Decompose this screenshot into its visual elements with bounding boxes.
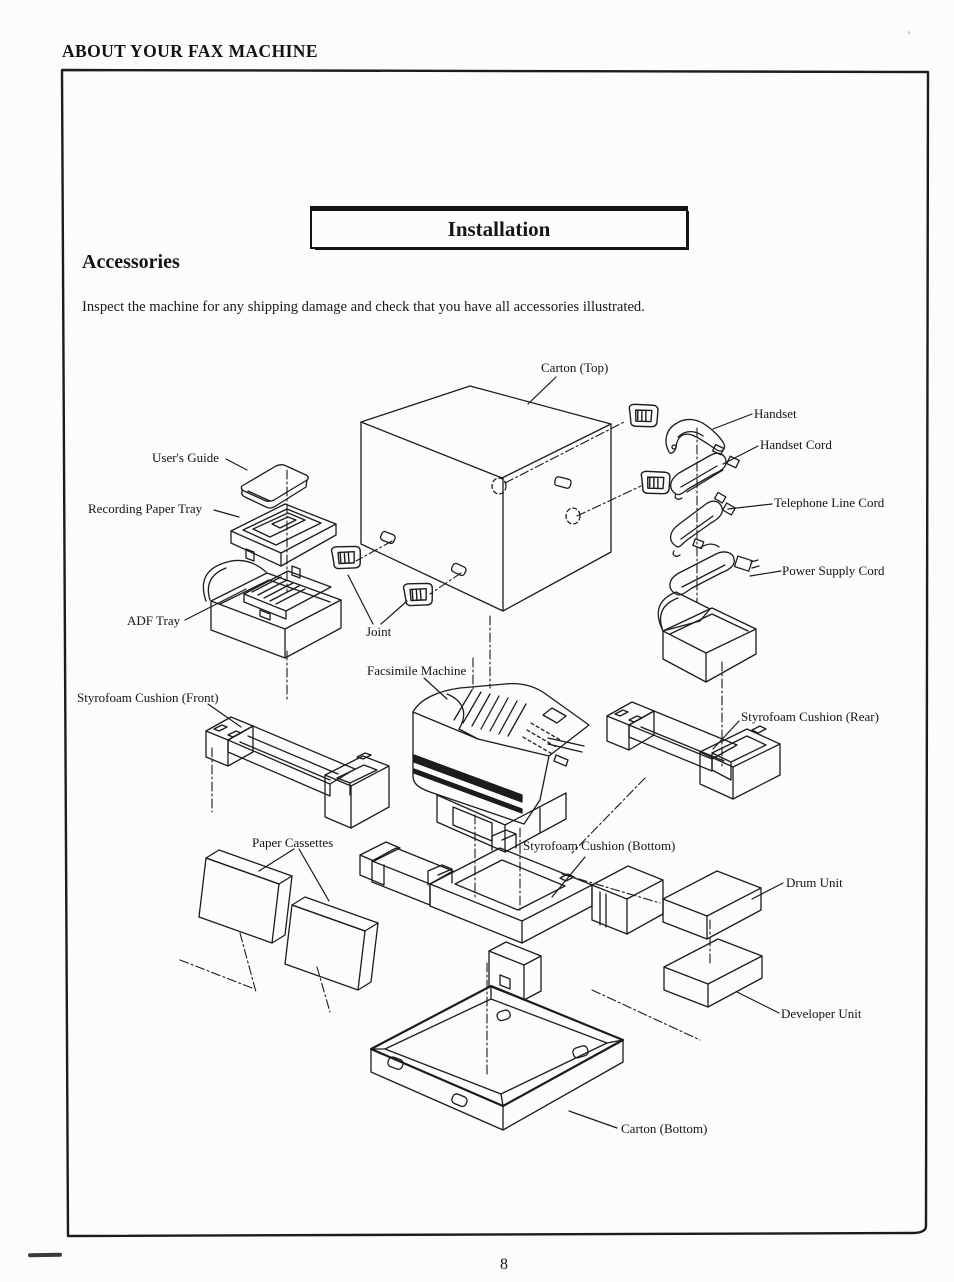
recording-paper-tray-art bbox=[231, 504, 336, 578]
page-title: ABOUT YOUR FAX MACHINE bbox=[62, 41, 318, 61]
leader-lines bbox=[185, 377, 783, 1128]
paper-cassettes-art bbox=[199, 850, 378, 990]
label-joint: Joint bbox=[366, 624, 392, 639]
label-telephone-line-cord: Telephone Line Cord bbox=[774, 495, 885, 510]
styrofoam-front-art bbox=[206, 717, 389, 828]
handset-cord-art bbox=[671, 445, 740, 500]
accessory-box-art bbox=[658, 592, 756, 682]
label-styrofoam-bottom: Styrofoam Cushion (Bottom) bbox=[523, 838, 676, 853]
label-styrofoam-front: Styrofoam Cushion (Front) bbox=[77, 690, 219, 705]
label-handset-cord: Handset Cord bbox=[760, 437, 832, 452]
drum-unit-art bbox=[663, 871, 761, 939]
joint-clips-art bbox=[331, 402, 672, 609]
adf-box-art bbox=[203, 560, 341, 658]
power-supply-cord-art bbox=[670, 539, 759, 595]
styrofoam-bottom-art bbox=[360, 830, 663, 1000]
label-carton-bottom: Carton (Bottom) bbox=[621, 1121, 708, 1136]
label-users-guide: User's Guide bbox=[152, 450, 219, 465]
facsimile-machine-art bbox=[413, 684, 589, 852]
label-power-supply-cord: Power Supply Cord bbox=[782, 563, 885, 578]
installation-title-box bbox=[310, 206, 688, 249]
label-developer-unit: Developer Unit bbox=[781, 1006, 862, 1021]
page-number: 8 bbox=[500, 1256, 508, 1273]
accessories-heading: Accessories bbox=[82, 251, 180, 273]
carton-top-art bbox=[361, 386, 611, 611]
label-adf-tray: ADF Tray bbox=[127, 613, 181, 628]
installation-title: Installation bbox=[447, 216, 551, 241]
carton-bottom-art bbox=[371, 986, 623, 1130]
label-paper-cassettes: Paper Cassettes bbox=[252, 835, 334, 850]
label-handset: Handset bbox=[754, 406, 797, 421]
scan-artifact-mark: ' bbox=[908, 28, 911, 42]
users-guide-art bbox=[241, 465, 308, 508]
handset-art bbox=[666, 419, 725, 453]
label-facsimile-machine: Facsimile Machine bbox=[367, 663, 467, 678]
label-drum-unit: Drum Unit bbox=[786, 875, 843, 890]
scan-smudge bbox=[28, 1253, 62, 1258]
label-recording-paper-tray: Recording Paper Tray bbox=[88, 501, 203, 516]
intro-text: Inspect the machine for any shipping damage and check that you have all accessories illustrated. bbox=[82, 299, 645, 315]
label-carton-top: Carton (Top) bbox=[541, 360, 609, 375]
alignment-lines bbox=[180, 421, 722, 1075]
label-styrofoam-rear: Styrofoam Cushion (Rear) bbox=[741, 709, 879, 724]
